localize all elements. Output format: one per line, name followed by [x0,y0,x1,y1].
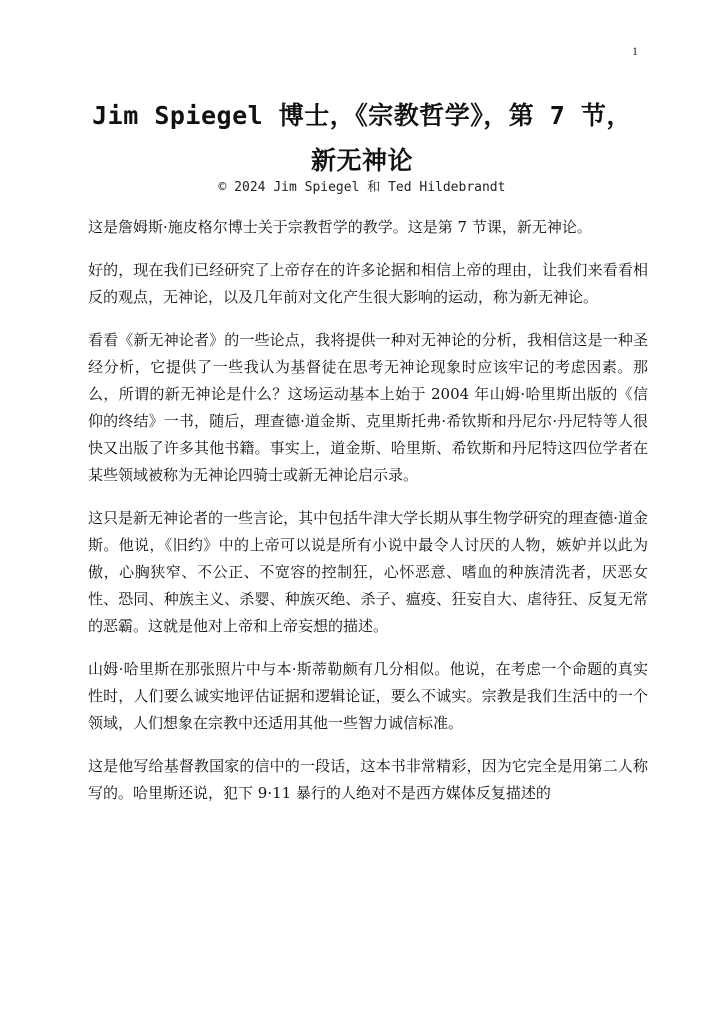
body-text [88,214,648,823]
copyright-notice: © 2024 Jim Spiegel 和 Ted Hildebrandt [218,180,506,195]
paragraph: 这是他写给基督教国家的信中的一段话，这本书非常精彩，因为它完全是用第二人称写的。哈里斯还说，犯下 9·11 暴行的人绝对不是西方媒体反复描述的 [88,757,648,802]
document-title [60,93,664,183]
paragraph: 好的，现在我们已经研究了上帝存在的许多论据和相信上帝的理由，让我们来看看相反的观点，无神论，以及几年前对文化产生很大影响的运动，称为新无神论。 [88,261,648,306]
title-line-2: 新无神论 [310,146,413,175]
paragraph: 这是詹姆斯·施皮格尔博士关于宗教哲学的教学。这是第 7 节课，新无神论。 [88,218,592,236]
paragraph: 看看《新无神论者》的一些论点，我将提供一种对无神论的分析，我相信这是一种圣经分析，它提供了一些我认为基督徒在思考无神论现象时应该牢记的考虑因素。那么，所谓的新无神论是什么？这场运动基本上始于 2004 年山姆·哈里斯出版的《信仰的终结》一书，随后，理查德·道金斯、克里斯托弗·希钦斯和丹尼尔·丹尼特等人很快又出版了许多其他书籍。事实上，道金斯、哈里斯、希钦斯和丹尼特这四位学者在某些领域被称为无神论四骑士或新无神论启示录。 [88,331,648,484]
title-line-1: Jim Spiegel 博士，《宗教哲学》，第 7 节， [92,101,632,130]
page-number: 1 [632,44,638,58]
paragraph: 这只是新无神论者的一些言论，其中包括牛津大学长期从事生物学研究的理查德·道金斯。他说，《旧约》中的上帝可以说是所有小说中最令人讨厌的人物，嫉妒并以此为傲，心胸狭窄、不公正、不宽容的控制狂，心怀恶意、嗜血的种族清洗者，厌恶女性、恐同、种族主义、杀婴、种族灭绝、杀子、瘟疫、狂妄自大、虐待狂、反复无常的恶霸。这就是他对上帝和上帝妄想的描述。 [88,509,648,635]
paragraph: 山姆·哈里斯在那张照片中与本·斯蒂勒颇有几分相似。他说，在考虑一个命题的真实性时，人们要么诚实地评估证据和逻辑论证，要么不诚实。宗教是我们生活中的一个领域，人们想象在宗教中还适用其他一些智力诚信标准。 [88,660,648,732]
